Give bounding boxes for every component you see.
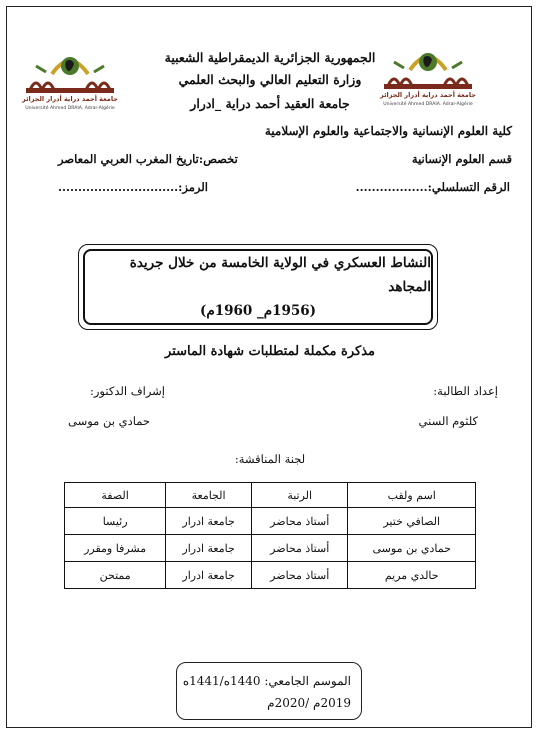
- committee-label: لجنة المناقشة:: [234, 452, 306, 466]
- student-name: كلثوم السني: [418, 414, 478, 428]
- serial-number-field: الرقم التسلسلي:..................: [355, 180, 510, 194]
- member-rank: أستاذ محاضر: [251, 562, 348, 589]
- supervisor-label: إشراف الدكتور:: [90, 384, 165, 398]
- university-logo-left: [16, 42, 124, 112]
- member-rank: أستاذ محاضر: [251, 508, 348, 535]
- prepared-by-label: إعداد الطالبة:: [433, 384, 498, 398]
- university-name: جامعة العقيد أحمد دراية _ادرار: [190, 96, 350, 111]
- member-university: جامعة ادرار: [166, 508, 252, 535]
- thesis-type: مذكرة مكملة لمتطلبات شهادة الماستر: [165, 344, 375, 359]
- thesis-title-period: (1956م_ 1960م): [199, 303, 317, 319]
- committee-table: [64, 482, 476, 589]
- specialty: تخصص:تاريخ المغرب العربي المعاصر: [58, 152, 238, 166]
- column-header: اسم ولقب: [348, 483, 476, 508]
- thesis-title: النشاط العسكري في الولاية الخامسة من خلال جريدة المجاهد: [129, 255, 431, 295]
- code-field: الرمز:..............................: [58, 180, 208, 194]
- department-name: قسم العلوم الإنسانية: [411, 152, 512, 166]
- member-university: جامعة ادرار: [166, 562, 252, 589]
- logo-left-caption-ar: جامعة أحمد دراية أدرار الجزائر: [22, 95, 118, 103]
- republic-name: الجمهورية الجزائرية الديمقراطية الشعبية: [164, 50, 376, 65]
- member-rank: أستاذ محاضر: [251, 535, 348, 562]
- academic-season-gregorian: 2019م /2020م: [267, 696, 351, 710]
- academic-season-hijri: الموسم الجامعي: 1440ه/1441ه: [182, 674, 351, 688]
- column-header: الرتبة: [251, 483, 348, 508]
- member-university: جامعة ادرار: [166, 535, 252, 562]
- logo-left-caption-en: Université Ahmed DRAIA. Adrar-Algérie: [25, 106, 115, 111]
- member-name: الصافي ختير: [348, 508, 476, 535]
- thesis-title-box: [78, 244, 438, 330]
- faculty-name: كلية العلوم الإنسانية والاجتماعية والعلوم الإسلامية: [264, 124, 512, 138]
- table-row: [65, 562, 476, 589]
- academic-season-box: [176, 662, 362, 720]
- ministry-name: وزارة التعليم العالي والبحث العلمي: [178, 72, 362, 87]
- table-row: [65, 508, 476, 535]
- page-border: [6, 6, 532, 728]
- logo-right-caption-ar: جامعة أحمد دراية أدرار الجزائر: [380, 91, 476, 99]
- column-header: الجامعة: [166, 483, 252, 508]
- member-role: ممتحن: [65, 562, 166, 589]
- thesis-title-inner: [83, 249, 433, 325]
- logo-left-arches: [26, 57, 114, 93]
- supervisor-name: حمادي بن موسى: [68, 414, 150, 428]
- member-name: حمادي بن موسى: [348, 535, 476, 562]
- university-logo-right: [374, 38, 482, 108]
- column-header: الصفة: [65, 483, 166, 508]
- logo-right-arches: [384, 53, 472, 89]
- table-row: [65, 535, 476, 562]
- member-name: حالدي مريم: [348, 562, 476, 589]
- committee-header-row: [65, 483, 476, 508]
- member-role: رئيسا: [65, 508, 166, 535]
- member-role: مشرفا ومقرر: [65, 535, 166, 562]
- logo-right-caption-en: Université Ahmed DRAIA. Adrar-Algérie: [383, 102, 473, 107]
